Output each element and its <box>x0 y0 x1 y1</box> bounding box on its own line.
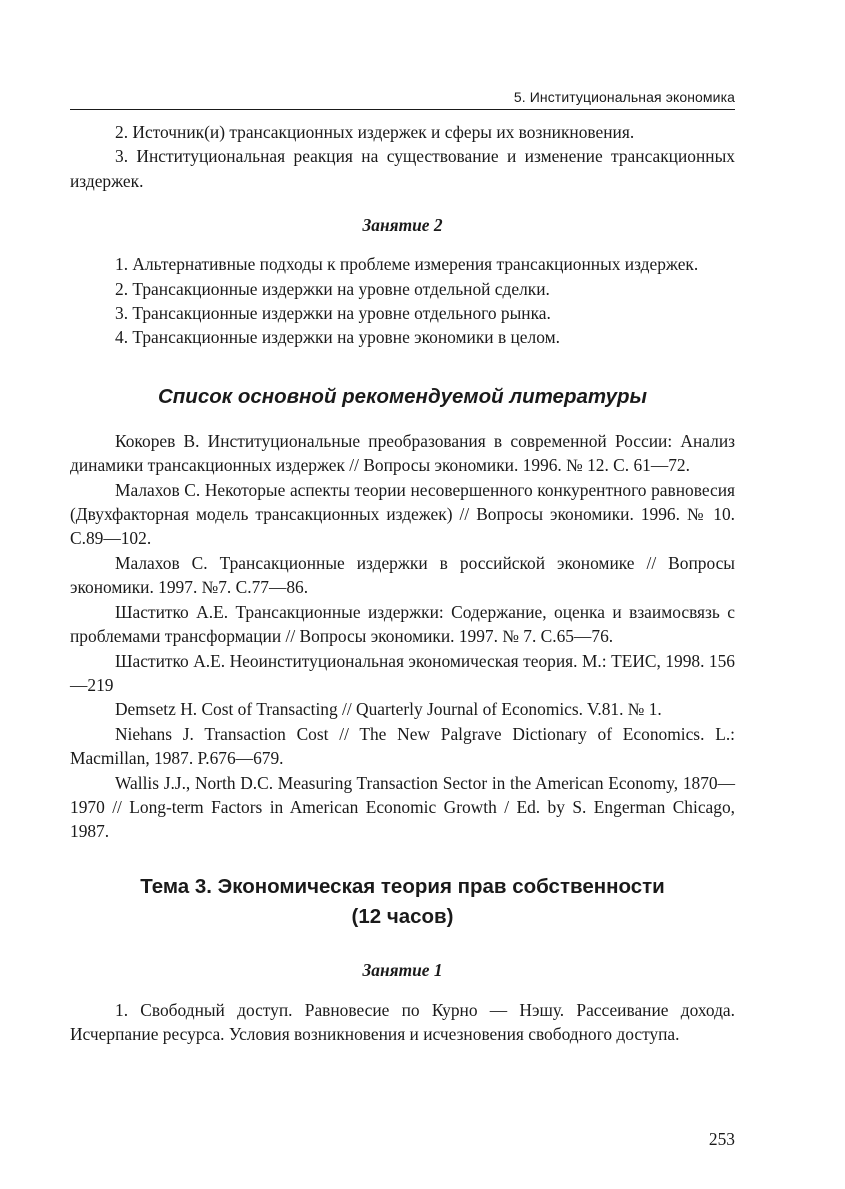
reference-item: Шаститко А.Е. Неоинституциональная экономическая теория. М.: ТЕИС, 1998. 156—219 <box>70 650 735 695</box>
theme-3-title <box>70 872 735 932</box>
page-body <box>70 120 735 1047</box>
theme-3-title-line1: Тема 3. Экономическая теория прав собственности <box>140 874 665 898</box>
list-item: 1. Свободный доступ. Равновесие по Курно — Нэшу. Рассеивание дохода. Исчерпание ресурса. Условия возникновения и исчезновения свободного доступа. <box>70 999 735 1045</box>
reference-item: Niehans J. Transaction Cost // The New Palgrave Dictionary of Economics. L.: Macmillan, 1987. P.676—679. <box>70 723 735 769</box>
literature-title: Список основной рекомендуемой литературы <box>157 384 648 408</box>
list-item: 2. Источник(и) трансакционных издержек и сферы их возникновения. <box>115 122 635 142</box>
lesson-2-title: Занятие 2 <box>362 215 443 236</box>
list-item: 2. Трансакционные издержки на уровне отдельной сделки. <box>115 278 550 299</box>
list-item: 3. Трансакционные издержки на уровне отдельного рынка. <box>115 303 551 324</box>
list-item: 4. Трансакционные издержки на уровне экономики в целом. <box>115 327 560 348</box>
theme-3-title-line2: (12 часов) <box>351 904 454 928</box>
reference-item: Шаститко А.Е. Трансакционные издержки: Содержание, оценка и взаимосвязь с проблемами трансформации // Вопросы экономики. 1997. № 7. С.65—76. <box>70 601 735 647</box>
reference-item: Demsetz H. Cost of Transacting // Quarterly Journal of Economics. V.81. № 1. <box>115 699 662 720</box>
reference-item: Кокорев В. Институциональные преобразования в современной России: Анализ динамики трансакционных издержек // Вопросы экономики. 1996. № 12. С. 61—72. <box>70 430 735 476</box>
book-page <box>70 0 735 1189</box>
running-header: 5. Институциональная экономика <box>513 89 735 105</box>
list-item: 3. Институциональная реакция на существование и изменение трансакционных издержек. <box>70 146 735 191</box>
reference-item: Малахов С. Трансакционные издержки в российской экономике // Вопросы экономики. 1997. №7. С.77—86. <box>70 552 735 598</box>
page-number: 253 <box>708 1129 735 1149</box>
lesson-1-title: Занятие 1 <box>362 959 443 980</box>
header-rule <box>70 109 735 110</box>
list-item: 1. Альтернативные подходы к проблеме измерения трансакционных издержек. <box>115 254 699 275</box>
reference-item: Wallis J.J., North D.C. Measuring Transaction Sector in the American Economy, 1870—1970 // Long-term Factors in American Economic Growth / Ed. by S. Engerman Chicago, 1987. <box>70 772 735 842</box>
reference-item: Малахов С. Некоторые аспекты теории несовершенного конкурентного равновесия (Двухфакторная модель трансакционных издежек) // Вопросы экономики. 1996. № 10. С.89—102. <box>70 479 735 549</box>
